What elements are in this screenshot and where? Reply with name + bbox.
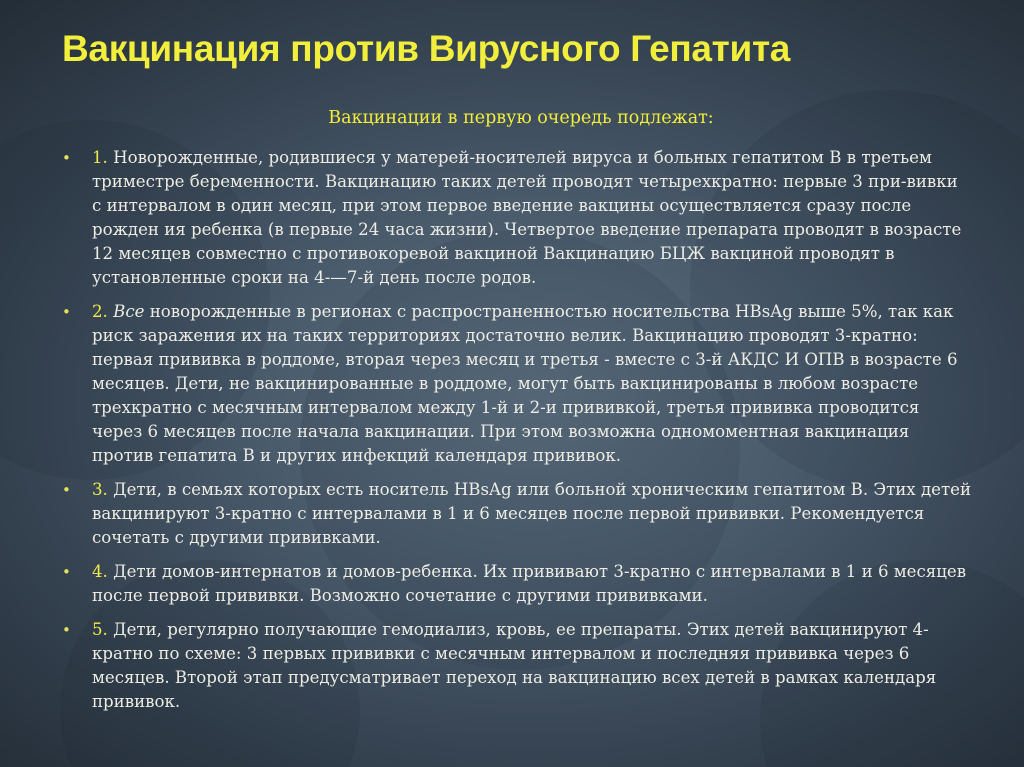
slide-title: Вакцинация против Вирусного Гепатита [62, 28, 791, 69]
list-item [62, 560, 972, 608]
item-text: Дети, в семьях которых есть носитель HBsAg или больной хроническим гепатитом В. Этих детей вакцинируют 3-кратно с интервалами в 1 и 6 месяцев после первой прививки. Рекомендуется сочетать с другими прививками. [92, 480, 972, 547]
list-item [62, 146, 972, 290]
item-text: новорожденные в регионах с распространенностью носительства HBsAg выше 5%, так как риск заражения их на таких территориях достаточно велик. Вакцинацию проводят 3-кратно: первая прививка в роддоме, вторая через месяц и третья - вместе с 3-й АКДС И ОПВ в возрасте 6 месяцев. Дети, не вакцинированные в роддоме, могут быть вакцинированы в любом возрасте трехкратно с месячным интервалом между 1-й и 2-и прививкой, третья прививка проводится через 6 месяцев после начала вакцинации. При этом возможна одномоментная вакцинация против гепатита В и других инфекций календаря прививок. [92, 302, 958, 465]
bullet-icon: • [62, 563, 71, 581]
list-item [62, 300, 972, 468]
list-item [62, 618, 972, 714]
list-item [62, 478, 972, 550]
item-emphasis: Все [113, 302, 145, 321]
item-number: 1. [92, 148, 108, 167]
bullet-icon: • [62, 481, 71, 499]
bullet-icon: • [62, 149, 71, 167]
item-number: 3. [92, 480, 108, 499]
item-number: 5. [92, 620, 108, 639]
bullet-list [62, 146, 972, 724]
item-number: 2. [92, 302, 108, 321]
bullet-icon: • [62, 621, 71, 639]
slide-subtitle: Вакцинации в первую очередь подлежат: [328, 108, 714, 128]
item-text: Дети домов-интернатов и домов-ребенка. Их прививают 3-кратно с интервалами в 1 и 6 месяцев после первой прививки. Возможно сочетание с другими прививками. [92, 562, 967, 605]
item-text: Дети, регулярно получающие гемодиализ, кровь, ее препараты. Этих детей вакцинируют 4-кратно по схеме: 3 первых прививки с месячным интервалом и последняя прививка через 6 месяцев. Второй этап предусматривает переход на вакцинацию всех детей в рамках календаря прививок. [92, 620, 937, 711]
item-text: Новорожденные, родившиеся у матерей-носителей вируса и больных гепатитом В в третьем триместре беременности. Вакцинацию таких детей проводят четырехкратно: первые 3 при-вивки с интервалом в один месяц, при этом первое введение вакцины осуществляется сразу после рожден ия ребенка (в первые 24 часа жизни). Четвертое введение препарата проводят в возрасте 12 месяцев совместно с противокоревой вакциной Вакцинацию БЦЖ вакциной проводят в установленные сроки на 4-—7-й день после родов. [92, 148, 962, 287]
item-number: 4. [92, 562, 108, 581]
bullet-icon: • [62, 303, 71, 321]
